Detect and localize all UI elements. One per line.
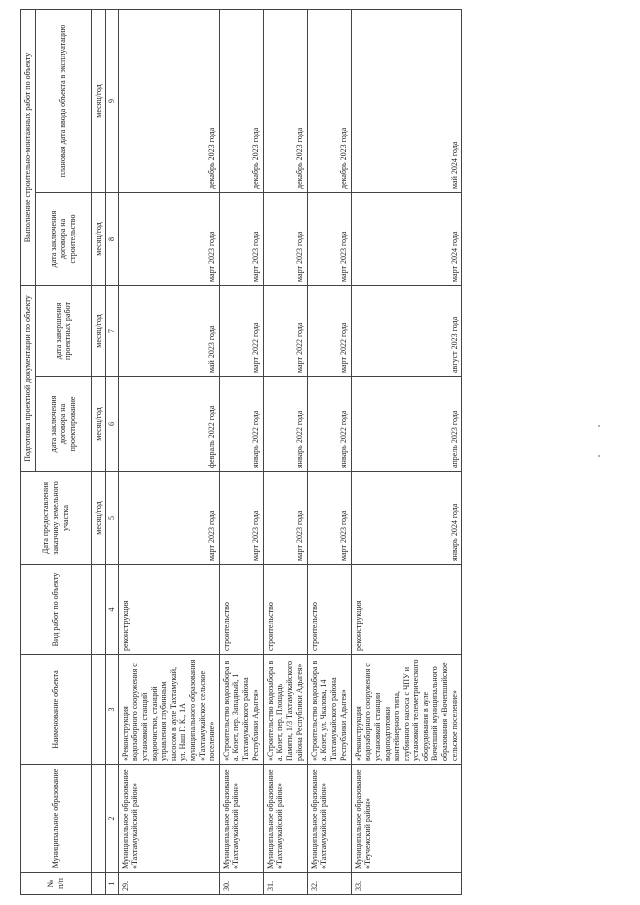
table-row (351, 9, 462, 894)
row-design-end: август 2023 года (351, 285, 462, 376)
row-design-end: май 2023 года (118, 285, 219, 376)
row-commission: декабрь 2023 года (263, 9, 307, 192)
row-commission: декабрь 2023 года (307, 9, 351, 192)
row-object: «Реконструкция водозаборного сооружения с установкой станций водоочистки, станций управления глубинным насосом в ауле Тахтамукай, ул. Наш Г. К., 1А муниципального образования «Тахтамукайское сельское поселение» (118, 655, 219, 765)
row-number: 33. (351, 873, 462, 895)
table-row (263, 9, 307, 894)
table-row (118, 9, 219, 894)
row-construction-contract: март 2023 года (219, 192, 263, 285)
row-object: «Реконструкция водозаборного сооружения с установкой станции водоподготовки контейнерного типа, глубинного насоса с ЧПУ и установкой телеметрического оборудования в ауле Вочепший муниципального образования «Вочепшийское сельское поселение» (351, 655, 462, 765)
col-number: 2 (106, 765, 119, 873)
row-construction-contract: март 2023 года (307, 192, 351, 285)
row-design-contract: январь 2022 года (263, 377, 307, 472)
row-work-type: строительство (219, 565, 263, 655)
row-municipality: Муниципальное образование «Тахтамукайский район» (307, 765, 351, 873)
row-work-type: реконструкция (118, 565, 219, 655)
col-number: 3 (106, 655, 119, 765)
row-municipality: Муниципальное образование «Тахтамукайский район» (118, 765, 219, 873)
row-number: 29. (118, 873, 219, 895)
row-work-type: строительство (307, 565, 351, 655)
header-object-name: Наименование объекта (21, 655, 92, 765)
row-land-date: март 2023 года (219, 472, 263, 565)
unit-construction-contract: месяц/год (91, 192, 106, 285)
header-design-end: дата завершения проектных работ (35, 285, 91, 376)
header-design-contract: дата заключения договора на проектирование (35, 377, 91, 472)
row-design-contract: январь 2022 года (219, 377, 263, 472)
row-land-date: март 2023 года (263, 472, 307, 565)
scan-speck (598, 425, 600, 427)
row-construction-contract: март 2024 года (351, 192, 462, 285)
header-land-date: Дата предоставления заказчику земельного участка (21, 472, 92, 565)
row-commission: май 2024 года (351, 9, 462, 192)
row-construction-contract: март 2023 года (118, 192, 219, 285)
row-land-date: март 2023 года (307, 472, 351, 565)
row-object: «Строительство водозабора в а. Козет, пер. Площадь Памяти, 1/3 Тахтамукайского района Республики Адыгея» (263, 655, 307, 765)
row-municipality: Муниципальное образование «Теучежский район» (351, 765, 462, 873)
row-design-end: март 2022 года (263, 285, 307, 376)
unit-cell-empty (91, 655, 106, 765)
row-municipality: Муниципальное образование «Тахтамукайский район» (263, 765, 307, 873)
row-number: 30. (219, 873, 263, 895)
table-row (219, 9, 263, 894)
row-design-contract: апрель 2023 года (351, 377, 462, 472)
row-municipality: Муниципальное образование «Тахтамукайский район» (219, 765, 263, 873)
header-municipality: Муниципальное образование (21, 765, 92, 873)
unit-cell-empty (91, 565, 106, 655)
table-row (307, 9, 351, 894)
row-design-end: март 2022 года (219, 285, 263, 376)
header-work-type: Вид работ по объекту (21, 565, 92, 655)
unit-cell-empty (91, 873, 106, 895)
row-work-type: реконструкция (351, 565, 462, 655)
row-object: «Строительство водозабора в а. Козет, ул. Чкалова, 14 Тахтамукайского района Республики Адыгея» (307, 655, 351, 765)
header-commission: плановая дата ввода объекта в эксплуатацию (35, 9, 91, 192)
header-construction-contract: дата заключения договора на строительство (35, 192, 91, 285)
units-row (91, 9, 106, 894)
rotated-document-page (20, 10, 640, 895)
scan-speck (598, 455, 600, 457)
row-work-type: строительство (263, 565, 307, 655)
col-number: 5 (106, 472, 119, 565)
col-number: 9 (106, 9, 119, 192)
schedule-table (20, 9, 462, 895)
unit-cell-empty (91, 765, 106, 873)
row-object: «Строительство водозабора в а. Козет, пер. Западный, 1 Тахтамукайского района Республики Адыгея» (219, 655, 263, 765)
unit-land: месяц/год (91, 472, 106, 565)
column-numbers-row (106, 9, 119, 894)
row-commission: декабрь 2023 года (219, 9, 263, 192)
unit-design-contract: месяц/год (91, 377, 106, 472)
row-design-end: март 2022 года (307, 285, 351, 376)
row-construction-contract: март 2023 года (263, 192, 307, 285)
row-number: 32. (307, 873, 351, 895)
col-number: 6 (106, 377, 119, 472)
row-number: 31. (263, 873, 307, 895)
col-number: 4 (106, 565, 119, 655)
unit-design-end: месяц/год (91, 285, 106, 376)
row-commission: декабрь 2023 года (118, 9, 219, 192)
row-land-date: январь 2024 года (351, 472, 462, 565)
header-design-group: Подготовка проектной документации по объекту (21, 285, 36, 471)
row-design-contract: февраль 2022 года (118, 377, 219, 472)
row-design-contract: январь 2022 года (307, 377, 351, 472)
row-land-date: март 2023 года (118, 472, 219, 565)
header-construction-group: Выполнение строительно-монтажных работ по объекту (21, 9, 36, 285)
col-number: 7 (106, 285, 119, 376)
unit-commission: месяц/год (91, 9, 106, 192)
col-number: 8 (106, 192, 119, 285)
col-number: 1 (106, 873, 119, 895)
header-no: № п/п (21, 873, 92, 895)
header-row-1 (21, 9, 36, 894)
